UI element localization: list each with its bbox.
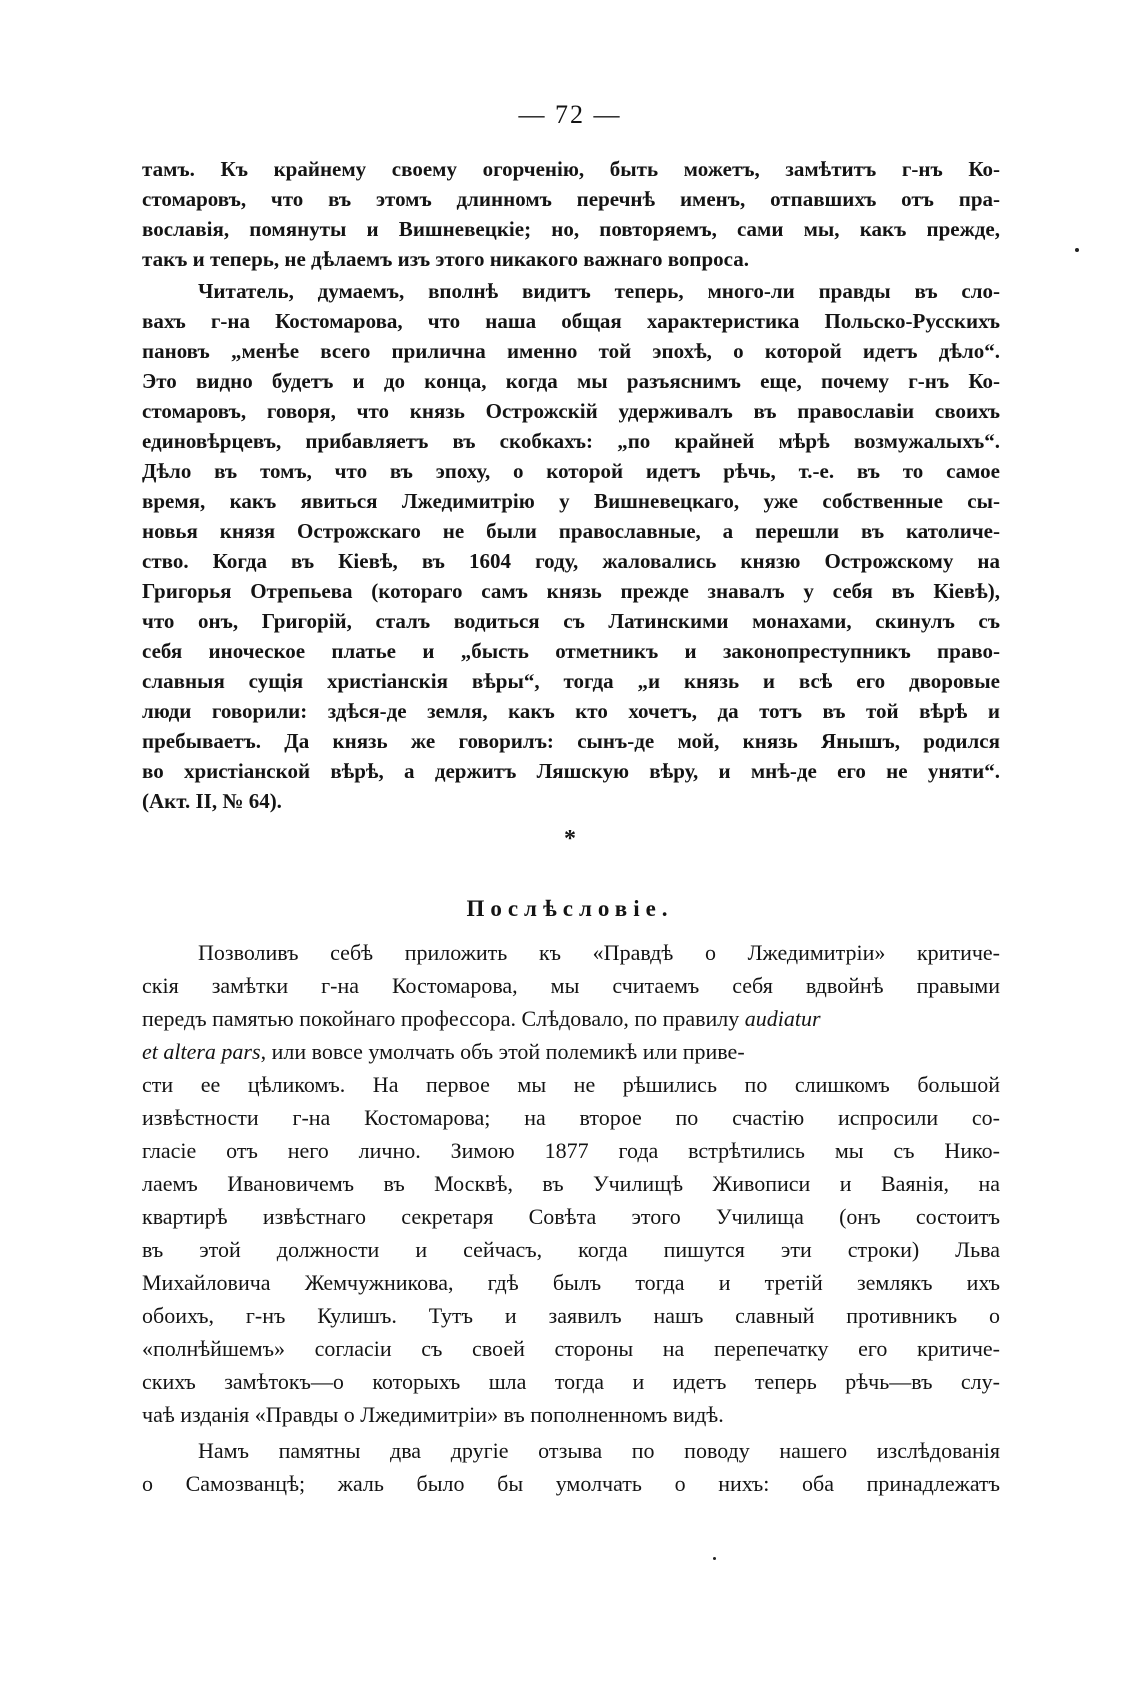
text-line: Дѣло въ томъ, что въ эпоху, о которой идетъ рѣчь, т.-е. въ то самое [142,459,1000,483]
text-line: (Акт. II, № 64). [142,789,282,813]
text-line: въ этой должности и сейчасъ, когда пишутся эти строки) Льва [142,1237,1000,1262]
text-line: Григорья Отрепьева (котораго самъ князь прежде знавалъ у себя въ Кіевѣ), [142,579,1000,603]
text-line: стомаровъ, говоря, что князь Острожскій удерживалъ въ православіи своихъ [142,399,1000,423]
text-line: Позволивъ себѣ приложить къ «Правдѣ о Лжедимитріи» критиче- [198,940,1000,965]
text-line: скихъ замѣтокъ—о которыхъ шла тогда и идетъ теперь рѣчь—въ слу- [142,1369,1000,1394]
text-segment: , или вовсе умолчать объ этой полемикѣ или приве- [260,1039,745,1064]
text-line: вахъ г-на Костомарова, что наша общая характеристика Польско-Русскихъ [142,309,1000,333]
text-line: пановъ „менѣе всего прилична именно той эпохѣ, о которой идетъ дѣло“. [142,339,1000,363]
text-line: что онъ, Григорій, сталъ водиться съ Латинскими монахами, скинулъ съ [142,609,1000,633]
text-line: такъ и теперь, не дѣлаемъ изъ этого никакого важнаго вопроса. [142,247,750,271]
text-line: люди говорили: здѣся-де земля, какъ кто хочетъ, да тотъ въ той вѣрѣ и [142,699,1000,723]
text-line: извѣстности г-на Костомарова; на второе по счастію испросили со- [142,1105,1000,1130]
latin-phrase: audiatur [744,1006,821,1031]
text-line: стомаровъ, что въ этомъ длинномъ перечнѣ именъ, отпавшихъ отъ пра- [142,187,1000,211]
text-line: во христіанской вѣрѣ, а держитъ Ляшскую вѣру, и мнѣ-де его не уняти“. [142,759,1000,783]
text-line: чаѣ изданія «Правды о Лжедимитріи» въ пополненномъ видѣ. [142,1402,724,1427]
text-line: вославія, помянуты и Вишневецкіе; но, повторяемъ, сами мы, какъ прежде, [142,217,1000,241]
text-line: Читатель, думаемъ, вполнѣ видитъ теперь, много-ли правды въ сло- [198,279,1000,303]
text-line: тамъ. Къ крайнему своему огорченію, быть можетъ, замѣтитъ г-нъ Ко- [142,157,1000,181]
scan-speck [1075,248,1079,252]
text-line: Это видно будетъ и до конца, когда мы разъяснимъ еще, почему г-нъ Ко- [142,369,1000,393]
section-heading: Послѣсловіе. [466,896,674,921]
page-number: — 72 — [518,100,622,129]
text-line [142,1004,1000,1034]
text-line: обоихъ, г-нъ Кулишъ. Тутъ и заявилъ нашъ славный противникъ о [142,1303,1000,1328]
text-line: Намъ памятны два другіе отзыва по поводу нашего изслѣдованія [198,1438,1000,1463]
text-line: о Самозванцѣ; жаль было бы умолчать о нихъ: оба принадлежатъ [142,1471,1000,1496]
text-line: новья князя Острожскаго не были православные, а перешли въ католиче- [142,519,1000,543]
section-separator: * [564,826,576,852]
text-line [142,1037,1000,1067]
text-line: «полнѣйшемъ» согласіи съ своей стороны на перепечатку его критиче- [142,1336,1000,1361]
text-line: квартирѣ извѣстнаго секретаря Совѣта этого Училища (онъ состоитъ [142,1204,1000,1229]
text-line: лаемъ Ивановичемъ въ Москвѣ, въ Училищѣ Живописи и Ваянія, на [142,1171,1000,1196]
text-line: славныя сущія христіанскія вѣры“, тогда „и князь и всѣ его дворовые [142,669,1000,693]
text-line: Михайловича Жемчужникова, гдѣ былъ тогда и третій землякъ ихъ [142,1270,1000,1295]
latin-phrase: et altera pars [142,1039,261,1064]
text-line: сти ее цѣликомъ. На первое мы не рѣшились по слишкомъ большой [142,1072,1000,1097]
scan-speck [713,1557,716,1560]
text-line: пребываетъ. Да князь же говорилъ: сынъ-де мой, князь Янышъ, родился [142,729,1000,753]
text-line: скія замѣтки г-на Костомарова, мы считаемъ себя вдвойнѣ правыми [142,973,1000,998]
text-line: ство. Когда въ Кіевѣ, въ 1604 году, жаловались князю Острожскому на [142,549,1000,573]
text-segment: передъ памятью покойнаго профессора. Слѣдовало, по правилу [142,1006,740,1031]
text-line: время, какъ явиться Лжедимитрію у Вишневецкаго, уже собственные сы- [142,489,1000,513]
text-line: единовѣрцевъ, прибавляетъ въ скобкахъ: „по крайней мѣрѣ возмужалыхъ“. [142,429,1000,453]
text-line: гласіе отъ него лично. Зимою 1877 года встрѣтились мы съ Нико- [142,1138,1000,1163]
text-line: себя иноческое платье и „бысть отметникъ и законопреступникъ право- [142,639,1000,663]
